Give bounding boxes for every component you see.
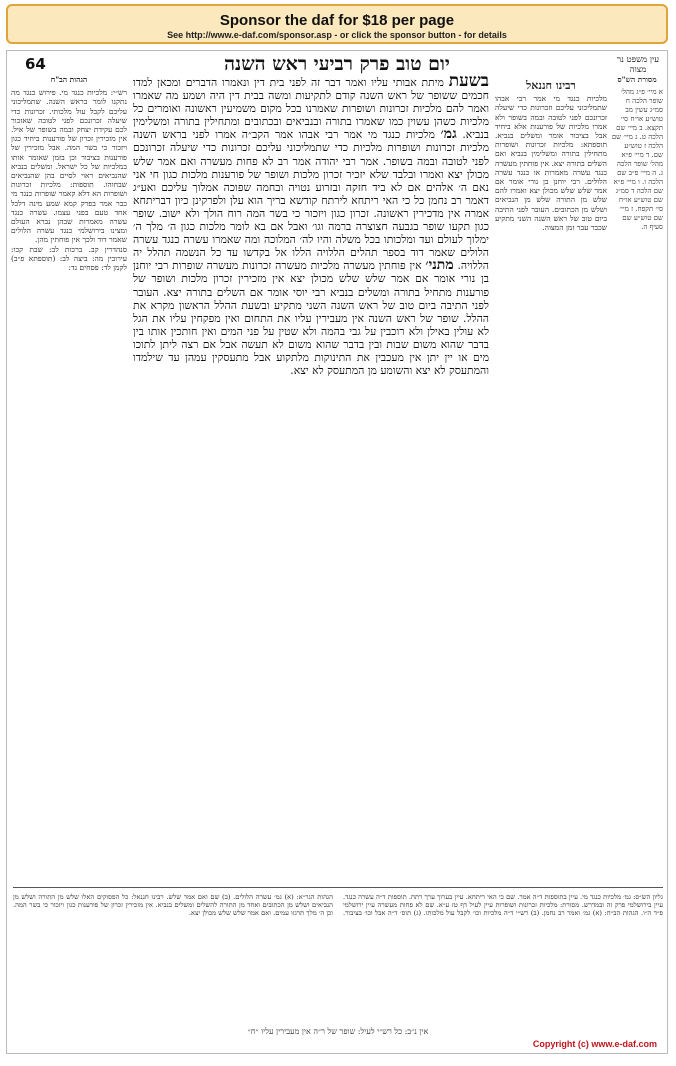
main-text-1: מיתת אבותי עליו ואמר דבר זה לפני בית דין ונאמרו הדברים ומכאן למדו חכמים ששופר של ראש השנה קודם לתקיעות ומשה בבית דין היה ושמע מה שאמרו ואמר להם מלכיות זכרונות ושופרות שאמרנו בכל מקום משמיעין ראשונה ואומרים כל מלכיות כשהן עשוין כמו שאמרו בתורה ובנביאים ובכתובים ומתחילין בתורה ומשלימין בנביא. — [133, 76, 489, 142]
talmud-page — [6, 50, 668, 1054]
sponsor-subtitle[interactable]: See http://www.e-daf.com/sponsor.asp - or click the sponsor button - for details — [167, 30, 507, 40]
commentary-right-column — [495, 75, 607, 905]
mesores-heading: מסורת הש"ס — [617, 75, 657, 84]
main-text-3: אין פוחתין מעשרה מלכיות מעשרה זכרונות מעשרה שופרות רבי יוחנן בן נורי אומר אם אמר שלש שלש מכולן יצא אין מזכירין זכרון מלכות ושופר של פורענות מתחיל בתורה ומשלים בנביא רבי יוסי אומר אם השלים בתורה יצא. העובר לפני התיבה ביום טוב של ראש השנה השני מתקיע ובשעת ההלל הראשון מקרא את ההלל. — [133, 259, 489, 325]
main-text-2: מלכיות כנגד מי אמר רבי אבהו אמר הקב״ה אמרו לפני בראש השנה מלכיות זכרונות ושופרות מלכיות כדי שתמליכוני עליכם זכרונות כדי שיעלה זכרונכם לפני לטובה ובמה בשופר. אמר רבי יהודה אמר רב לא פחות מעשרה ואם אמר שלש מכולן יצא ואמרו ובלבד שלא יזכיר זכרון מלכות ושופר של פורענות מלכות כגון חי אני נאם ה׳ אלהים אם לא ביד חזקה ובזרוע נטויה ובחמה שפוכה אמלוך עליכם ואע״ג דאמר רב נחמן כל כי האי ריתחא לירתח קודשא בריך הוא עלן ולפרקינן כיון דבריתחא אמרה אין מדכירין ראשונה. זכרון כגון ויזכור כי בשר המה רוח הולך ולא ישוב. שופר כגון תקעו שופר בגבעה חצוצרה ברמה וגו׳ ואבל אם בא לומר מלכות כגון ה׳ מלך ה׳ ימלוך לעולם ועד ומלכותו בכל משלה והיו לה׳ המלוכה ומה שאמרו עשרה כנגד עשרה הלולים שאמר דוד בספר תהלים הללויה הללו אל בקדשו עד כל הנשמה תהלל יה הללויה. — [133, 128, 489, 273]
sponsor-title[interactable]: Sponsor the daf for $18 per page — [219, 12, 455, 29]
copyright-link[interactable]: Copyright (c) www.e-daf.com — [532, 1039, 657, 1049]
bottom-note: אין נ״ב: כל רש״י לעיל: שופר של ר״ה אין מעבירין עליו ״ח״ — [247, 1027, 429, 1036]
ein-mishpat-heading: עין משפט נר מצוה — [616, 55, 660, 75]
rabbeinu-text: מלכיות כנגד מי אמר רבי אבהו שתמליכוני עליכם וזכרונות כדי שיעלה זכרונכם לפני לטובה ובמה בשופר ולא אמרו מלכיות של פורענות אלא ביחיד אבל בציבור אומר ומשלים בנביא. תוספתא: מלכיות זכרונות ושופרות מתחילין בתורה ומשלימין בנביא ואם השלים בתורה יצא. אין פוחתין מעשרה כנגד עשרה מאמרות או כנגד עשרה הלולים. רבי יוחנן בן נורי אומר אם אמר שלש שלש מכולן יצא ואמרו להם שלש מן התורה שלש מן הנביאים ושלש מן הכתובים. העובר לפני התיבה ביום טוב של ראש השנה השני מתקיע שכבר עבר זמן המצוה. — [495, 94, 607, 233]
folio-number: 64 — [25, 55, 46, 73]
footnotes: גליון הש״ס: גמ׳ מלכיות כנגד מי. עיין בתוספות ד״ה אמר. שם כי האי ריתחא. עיין בערוך ערך רתח. תוספות ד״ה עשרה כנגד. עיין בירושלמי פרק זה ובמדרש. מסורת: מלכיות זכרונות ושופרות עיין לעיל דף טז ע״א. שם לא פחות מעשרה עיין ירושלמי פ״ד ה״ו. הגהות הב״ח: (א) גמ׳ ואמר רב נחמן. (ב) רש״י ד״ה מלכיות וכו׳ לקבל עול מלכותו. (ג) תוס׳ ד״ה אבל וכו׳ בציבור. הגהות הגר״א: (א) גמ׳ עשרה הלולים. (ב) שם ואם אמר שלש. רבינו חננאל: כל הפסוקים האלו שלש מן התורה ושלש מן הנביאים ושלש מן הכתובים ואחד מן התורה להשלים ומשלים בנביא. אין מזכירין זכרון של פורענות כגון ויזכור כי בשר המה. וכן ה׳ מלך תרגזו עמים. ואם אמר שלש שלש מכולן יצא. — [13, 893, 663, 918]
commentary-left-text: רש״י: מלכיות כנגד מי. פירוש כנגד מה נתקנו לומר בראש השנה. שתמליכוני עליכם לקבל עול מלכותי. זכרונות כדי שיעלה זכרונכם לפני לטובה שאזכור לכם עקידת יצחק ובמה בשופר של איל. אין מזכירין זכרון של פורענות ביחיד כגון ויזכור כי בשר המה. אבל מזכירין של פורענות בציבור וכן בזמן שאומר אותו במלכיות של כל ישראל. ומשלים בנביא שהנביאים ראוי לסיים בהן שהנביאים שבחוהו. תוספות: מלכיות זכרונות ושופרות הא דלא קאמר שופרות כנגד מי כבר אמר בפרק קמא שמע מינה דלכל אחד טעם בפני עצמו. עשרה כנגד עשרה מאמרות שבהן נברא העולם ומצינו בירושלמי כנגד עשרה הלולים שאמר דוד ולכך אין פוחתין מהן. — [11, 88, 127, 245]
hagahos-heading: הגהות הב"ח — [50, 75, 88, 84]
opening-word: בשעת — [448, 75, 489, 91]
main-text-4: שופר של ראש השנה אין מעבירין עליו את התחום ואין מפקחין עליו את הגל לא עולין באילן ולא רוכבין על גבי בהמה ולא שטין על פני המים ואין חותכין אותו בין בדבר שהוא משום שבות ובין בדבר שהוא משום לא תעשה אבל אם רצה ליתן לתוכו מים או יין יתן אין מעכבין את התינוקות מלתקוע אבל מתעסקין עמהן עד שילמדו והמתעסק לא יצא והשומע מן המתעסק לא יצא. — [133, 311, 489, 378]
gemara-marker: גמ׳ — [440, 126, 457, 143]
rabbeinu-title: רבינו חננאל — [526, 79, 576, 92]
page-header-title: יום טוב פרק רביעי ראש השנה — [224, 53, 450, 75]
sponsor-banner[interactable] — [6, 4, 668, 44]
footnote-divider — [13, 887, 663, 888]
mishna-marker: מתני׳ — [425, 257, 454, 274]
margin-right-entries: א מיי׳ פ״ג מהל׳ שופר הלכה ח סמ״ג עשין מב טוש״ע או״ח סי׳ תקצא. ב מיי׳ שם הלכה ט. ג מיי׳ שם הלכה ז טוש״ע שם. ד מיי׳ פ״א מהל׳ שופר הלכה ג. ה מיי׳ פ״ב שם הלכה ו. ו מיי׳ פ״א שם הלכה ד סמ״ג שם טוש״ע או״ח סי׳ תקפח. ז מיי׳ שם טוש״ע שם סעיף ה. — [611, 88, 663, 231]
main-text-column — [133, 75, 489, 887]
margin-left-entries: סנהדרין קב. ברכות לב: שבת קכו: עירובין מה: ביצה לב: (תוספתא פ״ב) לקמן לד: פסחים נד: — [11, 244, 127, 273]
margin-references-right — [611, 75, 663, 905]
commentary-left-column — [11, 75, 127, 859]
